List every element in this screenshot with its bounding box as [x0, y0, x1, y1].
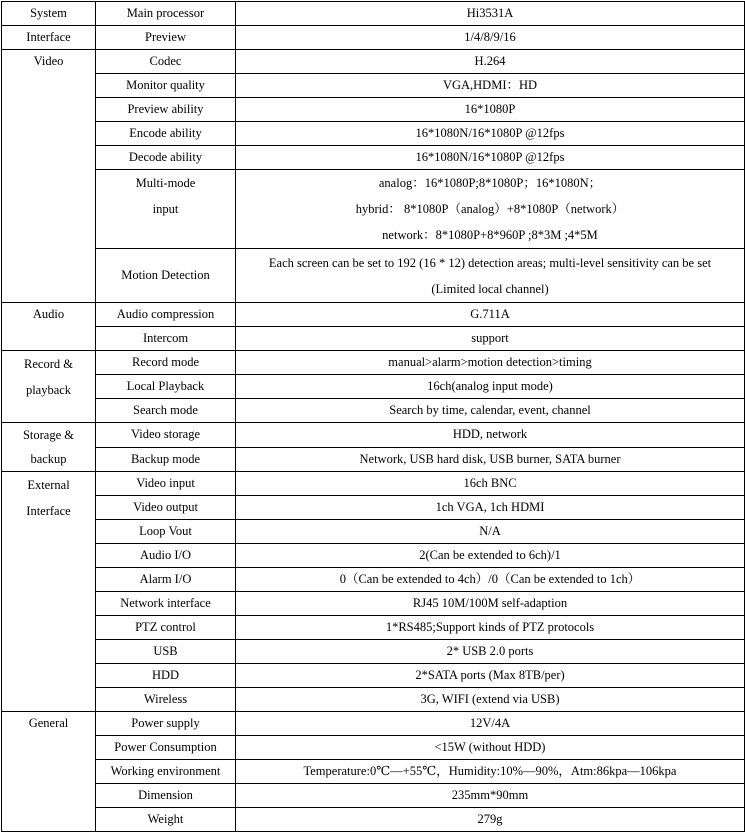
table-row [2, 2, 745, 26]
value-cell: Temperature:0℃—+55℃，Humidity:10%—90%，Atm:86kpa—106kpa [236, 760, 745, 784]
item-cell: Dimension [96, 784, 236, 808]
item-cell: Preview [96, 26, 236, 50]
table-row [2, 327, 745, 351]
value-cell: 235mm*90mm [236, 784, 745, 808]
table-row [2, 399, 745, 423]
item-cell: Record mode [96, 351, 236, 375]
table-row [2, 50, 745, 74]
item-cell: Wireless [96, 688, 236, 712]
item-cell: Motion Detection [96, 249, 236, 303]
table-row [2, 784, 745, 808]
table-row [2, 98, 745, 122]
item-cell: Working environment [96, 760, 236, 784]
value-cell: Network, USB hard disk, USB burner, SATA burner [236, 447, 745, 472]
item-cell: Audio compression [96, 303, 236, 327]
item-cell: Main processor [96, 2, 236, 26]
item-cell: Power Consumption [96, 736, 236, 760]
table-row [2, 423, 745, 448]
table-row [2, 122, 745, 146]
category-cell: Record & playback [2, 351, 96, 423]
value-cell: 2* USB 2.0 ports [236, 640, 745, 664]
value-cell: G.711A [236, 303, 745, 327]
table-row [2, 568, 745, 592]
table-row [2, 688, 745, 712]
table-row [2, 26, 745, 50]
table-row [2, 146, 745, 170]
category-cell: External Interface [2, 472, 96, 712]
table-row [2, 249, 745, 303]
value-cell: Search by time, calendar, event, channel [236, 399, 745, 423]
table-row [2, 303, 745, 327]
item-cell: Video input [96, 472, 236, 496]
table-row [2, 447, 745, 472]
item-cell: Decode ability [96, 146, 236, 170]
item-cell: Backup mode [96, 447, 236, 472]
value-cell: 3G, WIFI (extend via USB) [236, 688, 745, 712]
table-row [2, 351, 745, 375]
item-cell: Preview ability [96, 98, 236, 122]
value-cell: VGA,HDMI：HD [236, 74, 745, 98]
spec-table [1, 1, 745, 832]
item-cell: Loop Vout [96, 520, 236, 544]
value-cell: <15W (without HDD) [236, 736, 745, 760]
value-cell: 2(Can be extended to 6ch)/1 [236, 544, 745, 568]
value-cell: 279g [236, 808, 745, 832]
item-cell: Video storage [96, 423, 236, 448]
value-cell: analog：16*1080P;8*1080P；16*1080N； hybrid： 8*1080P（analog）+8*1080P（network） network：8*1080P+8*960P ;8*3M ;4*5M [236, 170, 745, 249]
table-row [2, 664, 745, 688]
value-cell: 12V/4A [236, 712, 745, 736]
item-cell: Codec [96, 50, 236, 74]
item-cell: Intercom [96, 327, 236, 351]
value-cell: RJ45 10M/100M self-adaption [236, 592, 745, 616]
value-cell: 0（Can be extended to 4ch）/0（Can be extended to 1ch） [236, 568, 745, 592]
value-cell: H.264 [236, 50, 745, 74]
value-cell: 16*1080N/16*1080P @12fps [236, 122, 745, 146]
item-cell: Audio I/O [96, 544, 236, 568]
table-row [2, 74, 745, 98]
item-cell: Encode ability [96, 122, 236, 146]
table-row [2, 616, 745, 640]
value-cell: 16*1080P [236, 98, 745, 122]
item-cell: Power supply [96, 712, 236, 736]
item-cell: Weight [96, 808, 236, 832]
table-row [2, 592, 745, 616]
category-cell: Interface [2, 26, 96, 50]
item-cell: Alarm I/O [96, 568, 236, 592]
item-cell: Local Playback [96, 375, 236, 399]
value-cell: HDD, network [236, 423, 745, 448]
item-cell: Monitor quality [96, 74, 236, 98]
value-cell: 1/4/8/9/16 [236, 26, 745, 50]
category-cell: System [2, 2, 96, 26]
table-row [2, 712, 745, 736]
category-cell: Audio [2, 303, 96, 351]
value-cell: 16*1080N/16*1080P @12fps [236, 146, 745, 170]
category-cell: General [2, 712, 96, 832]
table-row [2, 760, 745, 784]
item-cell: HDD [96, 664, 236, 688]
table-row [2, 808, 745, 832]
item-cell: USB [96, 640, 236, 664]
item-cell: PTZ control [96, 616, 236, 640]
table-row [2, 375, 745, 399]
value-cell: Each screen can be set to 192 (16 * 12) detection areas; multi-level sensitivity can be set (Limited local channel) [236, 249, 745, 303]
table-row [2, 544, 745, 568]
value-cell: 1ch VGA, 1ch HDMI [236, 496, 745, 520]
value-cell: 16ch BNC [236, 472, 745, 496]
value-cell: Hi3531A [236, 2, 745, 26]
item-cell: Multi-mode input [96, 170, 236, 249]
table-row [2, 520, 745, 544]
table-row [2, 170, 745, 249]
value-cell: 2*SATA ports (Max 8TB/per) [236, 664, 745, 688]
category-cell: Video [2, 50, 96, 303]
value-cell: support [236, 327, 745, 351]
value-cell: 1*RS485;Support kinds of PTZ protocols [236, 616, 745, 640]
table-row [2, 640, 745, 664]
value-cell: 16ch(analog input mode) [236, 375, 745, 399]
table-row [2, 496, 745, 520]
value-cell: N/A [236, 520, 745, 544]
item-cell: Search mode [96, 399, 236, 423]
category-cell: Storage & backup [2, 423, 96, 472]
table-row [2, 472, 745, 496]
item-cell: Network interface [96, 592, 236, 616]
table-row [2, 736, 745, 760]
value-cell: manual>alarm>motion detection>timing [236, 351, 745, 375]
item-cell: Video output [96, 496, 236, 520]
